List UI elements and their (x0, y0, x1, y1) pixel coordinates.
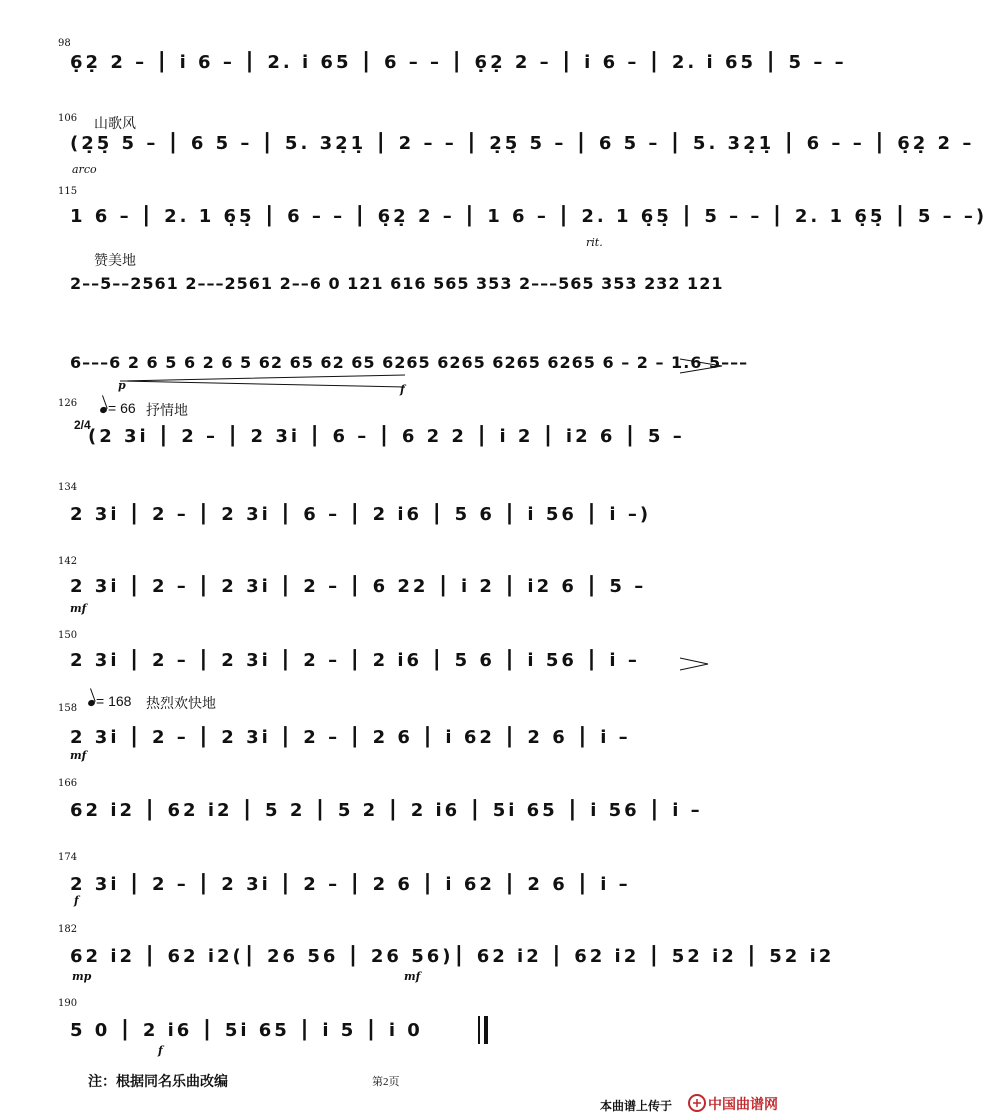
dynamic-f: f (74, 894, 79, 907)
dynamic-mp: mp (72, 970, 92, 983)
notation-text: 62 i2 ⎮ 62 i2(⎮ 26 56 ⎮ 26 56)⎮ 62 i2 ⎮ 62 i2 ⎮ 52 i2 ⎮ 52 i2 (70, 946, 835, 967)
score-line-126 (0, 398, 790, 468)
score-line-166 (0, 778, 790, 848)
quarter-note-icon (99, 406, 108, 414)
notation-text: 2 3i ⎮ 2 – ⎮ 2 3i ⎮ 2 – ⎮ 2 i6 ⎮ 5 6 ⎮ i 56 ⎮ i – (70, 650, 640, 671)
notation-text: 2 3i ⎮ 2 – ⎮ 2 3i ⎮ 2 – ⎮ 2 6 ⎮ i 62 ⎮ 2 6 ⎮ i – (70, 874, 631, 895)
measure-number: 182 (58, 924, 78, 935)
notation-text: 2 3i ⎮ 2 – ⎮ 2 3i ⎮ 2 – ⎮ 2 6 ⎮ i 62 ⎮ 2 6 ⎮ i – (70, 727, 631, 748)
tempo-marking: = 168 (88, 693, 131, 709)
time-signature: 2/4 (74, 418, 91, 432)
page-number: 第2页 (372, 1076, 400, 1088)
quarter-note-icon (87, 699, 96, 707)
score-line-cadenza (0, 250, 790, 320)
measure-number: 98 (58, 38, 71, 49)
dynamic-mf: mf (70, 749, 87, 762)
site-name: 中国曲谱网 (708, 1096, 778, 1112)
measure-number: 134 (58, 482, 78, 493)
notation-text: 6̣2̣ 2 – ⎮ i̇ 6 – ⎮ 2. i̇ 65 ⎮ 6 – – ⎮ 6̣2̣ 2 – ⎮ i̇ 6 – ⎮ 2. i̇ 65 ⎮ 5 – – (70, 52, 847, 73)
score-line-134 (0, 482, 790, 552)
upload-credit: 本曲谱上传于 (600, 1099, 673, 1113)
measure-number: 142 (58, 556, 78, 567)
final-barline-thin (478, 1016, 480, 1044)
measure-number: 190 (58, 998, 78, 1009)
notation-text: 5 0 ⎮ 2 i6 ⎮ 5i 65 ⎮ i 5 ⎮ i 0 (70, 1020, 423, 1041)
expression-annotation: 赞美地 (94, 252, 136, 268)
dynamic-p: p (118, 379, 126, 392)
notation-text: 2 3i ⎮ 2 – ⎮ 2 3i ⎮ 2 – ⎮ 6 22 ⎮ i 2 ⎮ i2 6 ⎮ 5 – (70, 576, 647, 597)
score-line-174 (0, 852, 790, 922)
notation-text: 62 i2 ⎮ 62 i2 ⎮ 5 2 ⎮ 5 2 ⎮ 2 i6 ⎮ 5i 65 ⎮ i 56 ⎮ i – (70, 800, 703, 821)
notation-text: 2––5––2561 2–––2561 2––6 0 121 616 565 353 2–––565 353 232 121 (70, 274, 724, 293)
crescendo-hairpin (120, 375, 410, 387)
diminuendo-hairpin (680, 359, 724, 373)
score-line-150 (0, 630, 790, 700)
measure-number: 158 (58, 703, 78, 714)
measure-number: 126 (58, 398, 78, 409)
measure-number: 115 (58, 186, 78, 197)
score-line-182 (0, 924, 835, 994)
tempo-marking: = 66 (100, 400, 136, 416)
measure-number: 166 (58, 778, 78, 789)
site-logo (688, 1093, 784, 1113)
score-line-190 (0, 998, 790, 1068)
dynamic-f: f (400, 383, 405, 396)
final-barline-thick (484, 1016, 488, 1044)
expression-annotation: 山歌风 (94, 115, 136, 131)
measure-number: 174 (58, 852, 78, 863)
score-line-98 (0, 38, 847, 108)
measure-number: 150 (58, 630, 78, 641)
notation-text: 1 6 – ⎮ 2. 1 6̣5̣ ⎮ 6 – – ⎮ 6̣2̣ 2 – ⎮ 1 6 – ⎮ 2. 1 6̣5̣ ⎮ 5 – – ⎮ 2. 1 6̣5̣ ⎮ 5 – –) (70, 206, 987, 227)
measure-number: 106 (58, 113, 78, 124)
score-line-cadenza-2 (0, 335, 790, 405)
score-line-106 (0, 113, 975, 183)
notation-text: 6–––6 2 6 5 6 2 6 5 62 65 62 65 6265 6265 6265 6265 6 – 2 – 1.6 5––– (70, 353, 749, 372)
dynamic-f: f (158, 1044, 163, 1057)
dynamic-mf: mf (404, 970, 421, 983)
arrangement-note: 注：根据同名乐曲改编 (88, 1073, 228, 1089)
notation-text: (2̣5̣ 5 – ⎮ 6 5 – ⎮ 5. 32̣1̣ ⎮ 2 – – ⎮ 2̣5̣ 5 – ⎮ 6 5 – ⎮ 5. 32̣1̣ ⎮ 6 – – ⎮ 6̣2̣ 2 – (70, 133, 975, 154)
notation-text: 2 3i ⎮ 2 – ⎮ 2 3i ⎮ 6 – ⎮ 2 i6 ⎮ 5 6 ⎮ i 56 ⎮ i –) (70, 504, 652, 525)
notation-text: (2 3i ⎮ 2 – ⎮ 2 3i ⎮ 6 – ⎮ 6 2 2 ⎮ i 2 ⎮ i2 6 ⎮ 5 – (88, 426, 685, 447)
dynamic-mf: mf (70, 602, 87, 615)
score-line-142 (0, 556, 790, 626)
arco-marking: arco (72, 163, 97, 176)
score-line-158 (0, 693, 790, 763)
expression-annotation: 热烈欢快地 (146, 695, 216, 711)
diminuendo-hairpin (680, 658, 710, 670)
expression-annotation: 抒情地 (146, 402, 188, 418)
score-line-115 (0, 186, 987, 256)
rit-marking: rit. (586, 236, 603, 249)
